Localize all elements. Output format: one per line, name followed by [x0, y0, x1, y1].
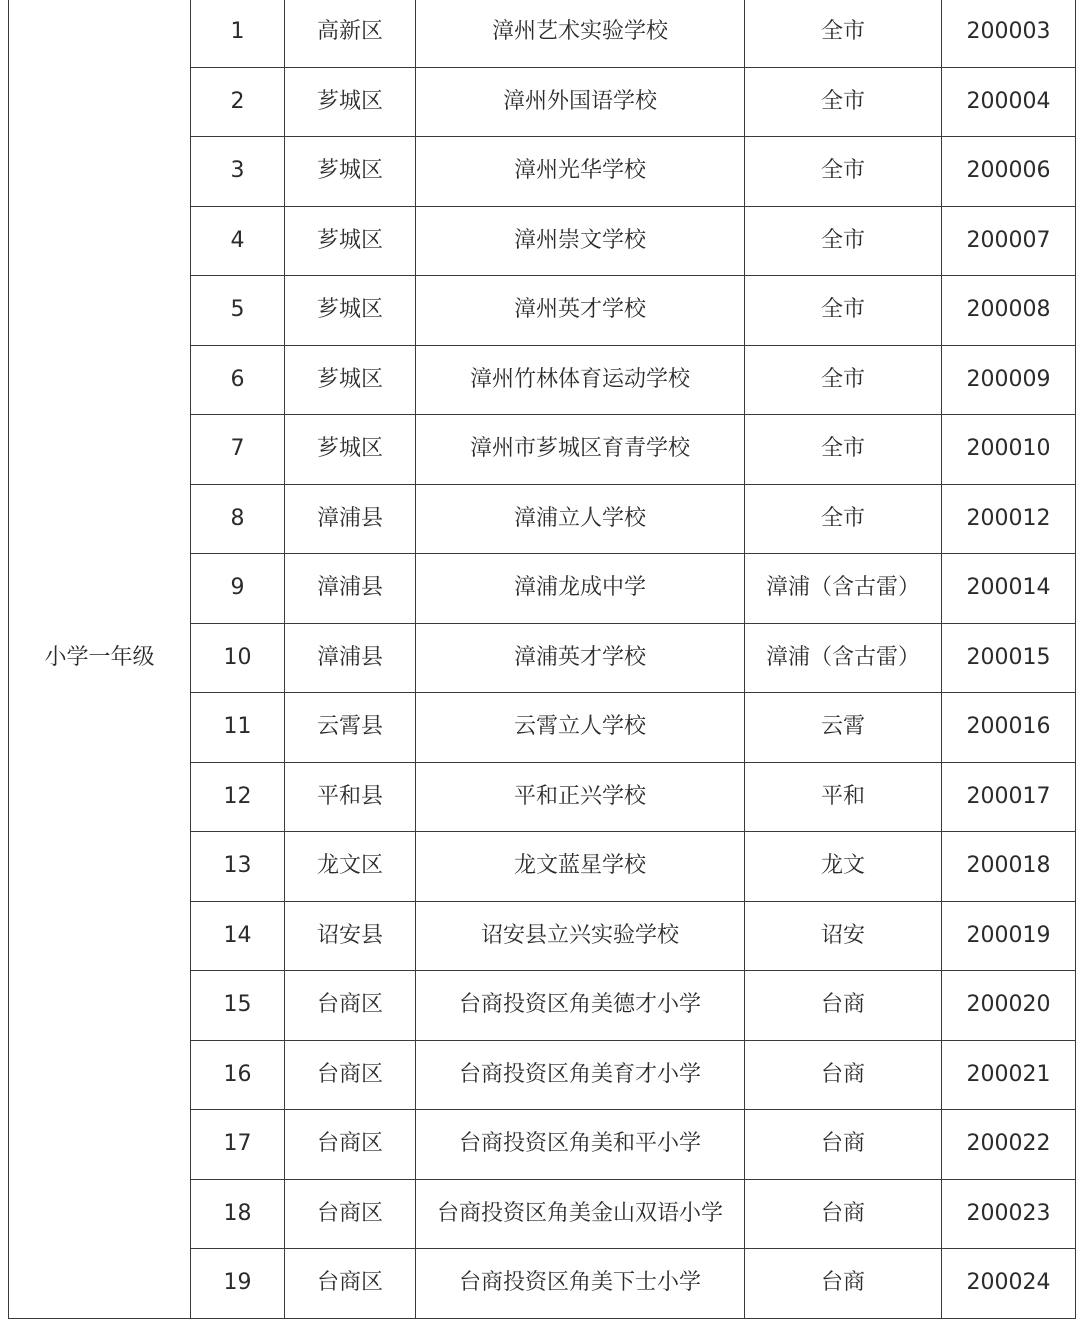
row-number-cell: 11 — [191, 693, 285, 763]
district-cell: 高新区 — [285, 0, 416, 67]
enrollment-range-cell: 全市 — [745, 345, 942, 415]
enrollment-range-cell: 漳浦（含古雷） — [745, 554, 942, 624]
school-code-cell: 200010 — [942, 415, 1076, 485]
enrollment-range-cell: 台商 — [745, 1110, 942, 1180]
school-code-cell: 200012 — [942, 484, 1076, 554]
row-number-cell: 13 — [191, 832, 285, 902]
school-code-cell: 200004 — [942, 67, 1076, 137]
district-cell: 云霄县 — [285, 693, 416, 763]
row-number-cell: 5 — [191, 276, 285, 346]
school-name-cell: 龙文蓝星学校 — [416, 832, 745, 902]
district-cell: 漳浦县 — [285, 484, 416, 554]
school-code-cell: 200014 — [942, 554, 1076, 624]
row-number-cell: 15 — [191, 971, 285, 1041]
row-number-cell: 19 — [191, 1249, 285, 1319]
enrollment-range-cell: 台商 — [745, 1179, 942, 1249]
school-name-cell: 台商投资区角美德才小学 — [416, 971, 745, 1041]
enrollment-range-cell: 台商 — [745, 1249, 942, 1319]
enrollment-range-cell: 全市 — [745, 206, 942, 276]
school-code-cell: 200023 — [942, 1179, 1076, 1249]
school-name-cell: 云霄立人学校 — [416, 693, 745, 763]
school-table — [8, 0, 1076, 1319]
school-code-cell: 200008 — [942, 276, 1076, 346]
school-name-cell: 漳州外国语学校 — [416, 67, 745, 137]
row-number-cell: 16 — [191, 1040, 285, 1110]
school-code-cell: 200016 — [942, 693, 1076, 763]
school-name-cell: 漳州市芗城区育青学校 — [416, 415, 745, 485]
row-number-cell: 1 — [191, 0, 285, 67]
row-number-cell: 8 — [191, 484, 285, 554]
grade-cell: 小学一年级 — [9, 0, 191, 1318]
district-cell: 芗城区 — [285, 67, 416, 137]
district-cell: 芗城区 — [285, 206, 416, 276]
school-code-cell: 200021 — [942, 1040, 1076, 1110]
school-name-cell: 漳州艺术实验学校 — [416, 0, 745, 67]
district-cell: 台商区 — [285, 1110, 416, 1180]
enrollment-range-cell: 台商 — [745, 1040, 942, 1110]
school-code-cell: 200009 — [942, 345, 1076, 415]
enrollment-range-cell: 漳浦（含古雷） — [745, 623, 942, 693]
row-number-cell: 14 — [191, 901, 285, 971]
school-name-cell: 漳州光华学校 — [416, 137, 745, 207]
school-code-cell: 200017 — [942, 762, 1076, 832]
district-cell: 芗城区 — [285, 276, 416, 346]
district-cell: 台商区 — [285, 1040, 416, 1110]
school-name-cell: 台商投资区角美和平小学 — [416, 1110, 745, 1180]
enrollment-range-cell: 全市 — [745, 137, 942, 207]
district-cell: 芗城区 — [285, 415, 416, 485]
enrollment-range-cell: 台商 — [745, 971, 942, 1041]
enrollment-range-cell: 龙文 — [745, 832, 942, 902]
district-cell: 漳浦县 — [285, 623, 416, 693]
school-code-cell: 200015 — [942, 623, 1076, 693]
school-code-cell: 200003 — [942, 0, 1076, 67]
school-name-cell: 漳浦立人学校 — [416, 484, 745, 554]
school-code-cell: 200024 — [942, 1249, 1076, 1319]
school-code-cell: 200007 — [942, 206, 1076, 276]
row-number-cell: 4 — [191, 206, 285, 276]
school-name-cell: 漳州崇文学校 — [416, 206, 745, 276]
district-cell: 平和县 — [285, 762, 416, 832]
row-number-cell: 3 — [191, 137, 285, 207]
district-cell: 芗城区 — [285, 345, 416, 415]
district-cell: 台商区 — [285, 971, 416, 1041]
district-cell: 漳浦县 — [285, 554, 416, 624]
table-row — [9, 0, 1076, 67]
district-cell: 龙文区 — [285, 832, 416, 902]
school-code-cell: 200022 — [942, 1110, 1076, 1180]
district-cell: 台商区 — [285, 1249, 416, 1319]
row-number-cell: 10 — [191, 623, 285, 693]
enrollment-range-cell: 云霄 — [745, 693, 942, 763]
enrollment-range-cell: 全市 — [745, 0, 942, 67]
school-code-cell: 200020 — [942, 971, 1076, 1041]
row-number-cell: 9 — [191, 554, 285, 624]
district-cell: 芗城区 — [285, 137, 416, 207]
district-cell: 台商区 — [285, 1179, 416, 1249]
table-body — [9, 0, 1076, 1318]
school-name-cell: 漳浦龙成中学 — [416, 554, 745, 624]
row-number-cell: 7 — [191, 415, 285, 485]
enrollment-range-cell: 全市 — [745, 484, 942, 554]
school-name-cell: 台商投资区角美育才小学 — [416, 1040, 745, 1110]
school-name-cell: 漳州英才学校 — [416, 276, 745, 346]
school-name-cell: 平和正兴学校 — [416, 762, 745, 832]
row-number-cell: 2 — [191, 67, 285, 137]
school-name-cell: 漳浦英才学校 — [416, 623, 745, 693]
enrollment-range-cell: 全市 — [745, 67, 942, 137]
row-number-cell: 12 — [191, 762, 285, 832]
school-code-cell: 200019 — [942, 901, 1076, 971]
school-name-cell: 台商投资区角美金山双语小学 — [416, 1179, 745, 1249]
enrollment-range-cell: 平和 — [745, 762, 942, 832]
row-number-cell: 6 — [191, 345, 285, 415]
school-name-cell: 台商投资区角美下士小学 — [416, 1249, 745, 1319]
district-cell: 诏安县 — [285, 901, 416, 971]
row-number-cell: 18 — [191, 1179, 285, 1249]
enrollment-range-cell: 全市 — [745, 276, 942, 346]
school-name-cell: 诏安县立兴实验学校 — [416, 901, 745, 971]
enrollment-range-cell: 诏安 — [745, 901, 942, 971]
enrollment-range-cell: 全市 — [745, 415, 942, 485]
school-name-cell: 漳州竹林体育运动学校 — [416, 345, 745, 415]
school-code-cell: 200006 — [942, 137, 1076, 207]
school-code-cell: 200018 — [942, 832, 1076, 902]
row-number-cell: 17 — [191, 1110, 285, 1180]
